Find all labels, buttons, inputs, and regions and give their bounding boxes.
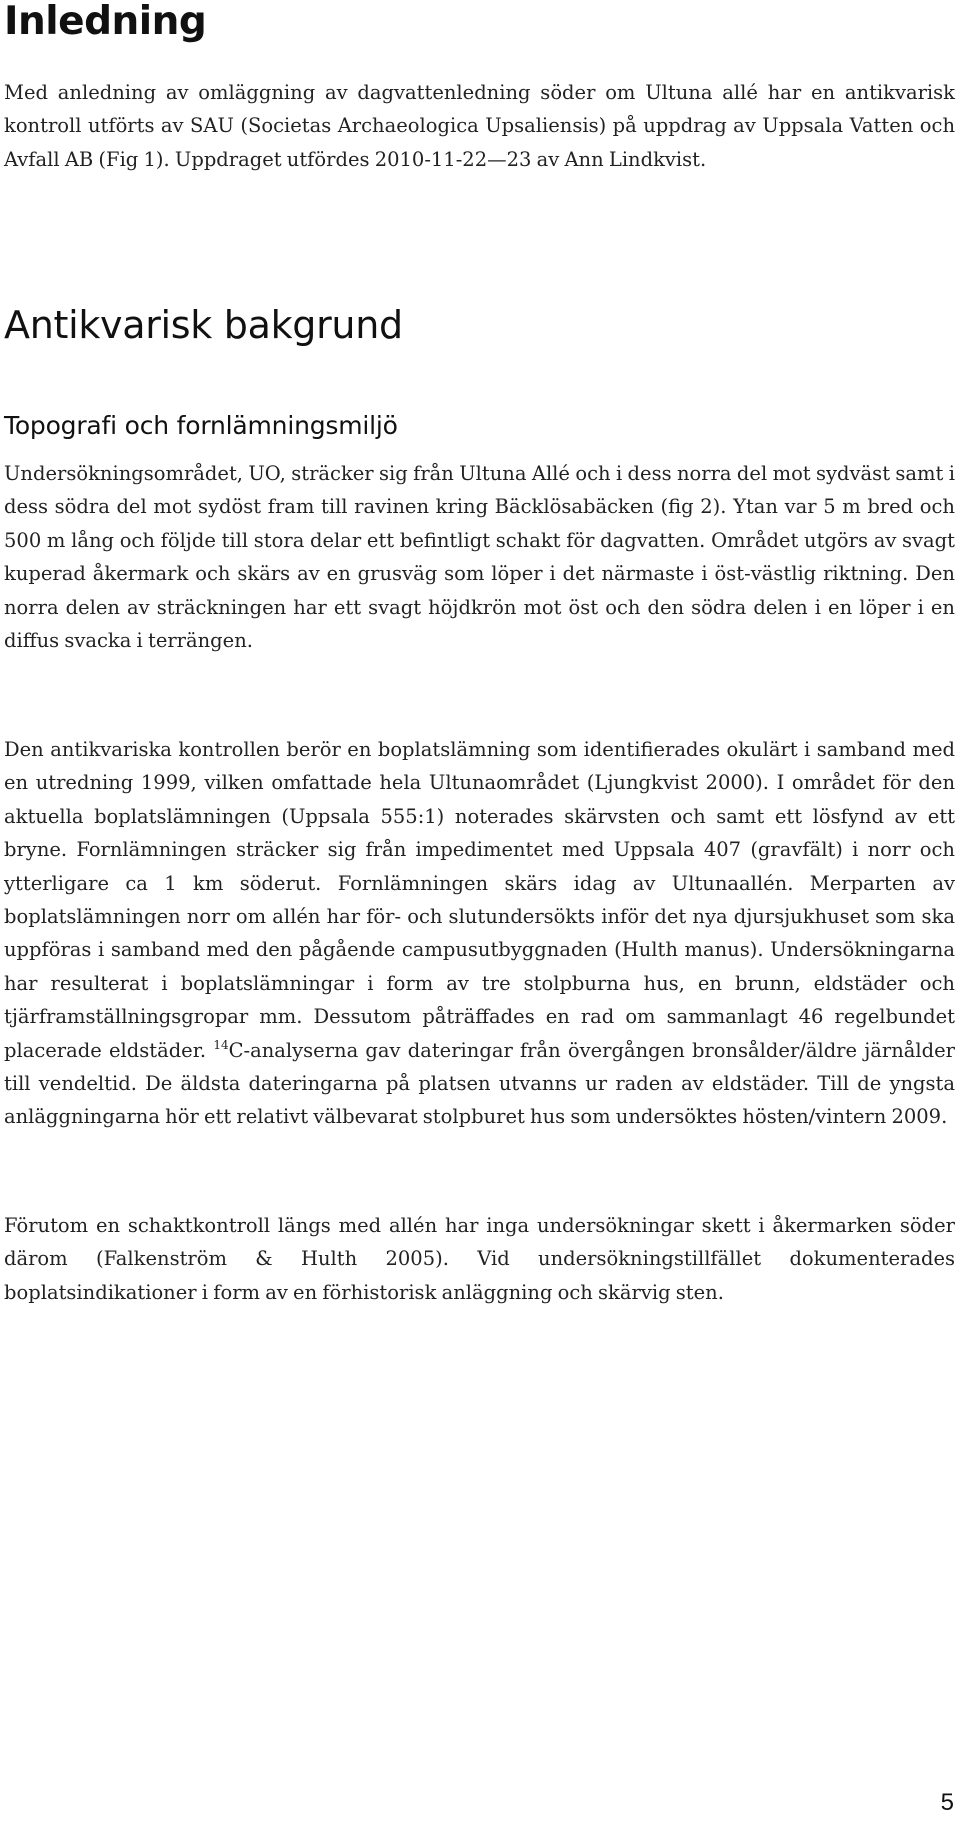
- kontroll-paragraph: [4, 733, 955, 1134]
- forutom-paragraph: Förutom en schaktkontroll längs med allén har inga undersökningar skett i åkermarken söder därom (Falkenström & Hulth 2005). Vid undersökningstillfället dokumenterades boplatsindikationer i form av en förhistorisk anläggning och skärvig sten.: [4, 1214, 955, 1304]
- intro-paragraph: Med anledning av omläggning av dagvattenledning söder om Ultuna allé har en antikvarisk kontroll utförts av SAU (Societas Archaeologica Upsaliensis) på uppdrag av Uppsala Vatten och Avfall AB (Fig 1). Uppdraget utfördes 2010-11-22—23 av Ann Lindkvist.: [4, 81, 955, 171]
- heading-topografi: Topografi och fornlämningsmiljö: [4, 411, 398, 440]
- kontroll-text-part-1: Den antikvariska kontrollen berör en boplatslämning som identifierades okulärt i samband med en utredning 1999, vilken omfattade hela Ultunaområdet (Ljungkvist 2000). I området för den aktuella boplatslämningen (Uppsala 555:1) noterades skärvsten och samt ett lösfynd av ett bryne. Fornlämningen sträcker sig från impedimentet med Uppsala 407 (gravfält) i norr och ytterligare ca 1 km söderut. Fornlämningen skärs idag av Ultunaallén. Merparten av boplatslämningen norr om allén har för- och slutundersökts inför det nya djursjukhuset som ska uppföras i samband med den pågående campusutbyggnaden (Hulth manus). Undersökningarna har resulterat i boplatslämningar i form av tre stolpburna hus, en brunn, eldstäder och tjärframställningsgropar mm. Dessutom påträffades en rad om sammanlagt 46 regelbundet placerade eldstäder.: [4, 738, 955, 1062]
- heading-inledning: Inledning: [4, 0, 207, 44]
- topografi-paragraph: Undersökningsområdet, UO, sträcker sig från Ultuna Allé och i dess norra del mot sydväst samt i dess södra del mot sydöst fram till ravinen kring Bäcklösabäcken (fig 2). Ytan var 5 m bred och 500 m lång och följde till stora delar ett befintligt schakt för dagvatten. Området utgörs av svagt kuperad åkermark och skärs av en grusväg som löper i det närmaste i öst-västlig riktning. Den norra delen av sträckningen har ett svagt höjdkrön mot öst och den södra delen i en löper i en diffus svacka i terrängen.: [4, 462, 955, 653]
- heading-antikvarisk-bakgrund: Antikvarisk bakgrund: [4, 303, 403, 347]
- carbon-isotope-superscript: 14: [213, 1037, 229, 1052]
- kontroll-text-part-2: C-analyserna gav dateringar från övergången bronsålder/äldre järnålder till vendeltid. De äldsta dateringarna på platsen utvanns ur raden av eldstäder. Till de yngsta anläggningarna hör ett relativt välbevarat stolpburet hus som undersöktes hösten/vintern 2009.: [4, 1038, 955, 1129]
- page-number: 5: [940, 1789, 954, 1816]
